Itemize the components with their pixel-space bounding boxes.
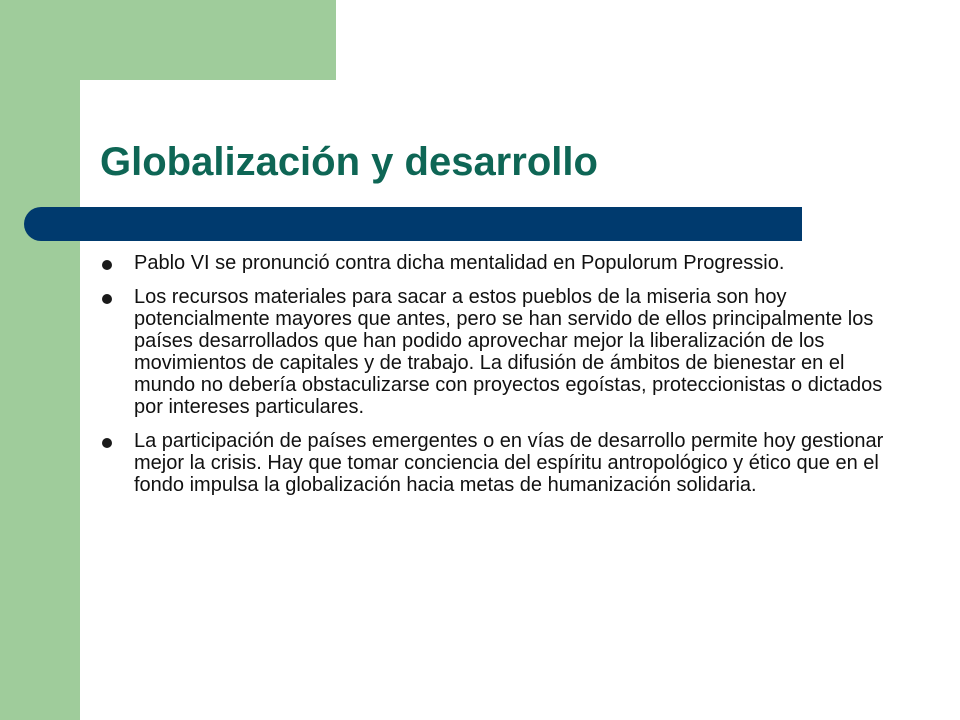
- title-underline-bar: [24, 207, 802, 241]
- bullet-text: La participación de países emergentes o en vías de desarrollo permite hoy gestionar mejor la crisis. Hay que tomar conciencia del espíritu antropológico y ético que en el fondo impulsa la globalización hacia metas de humanización solidaria.: [134, 430, 884, 496]
- bullet-dot-icon: [102, 260, 112, 270]
- bullet-text: Pablo VI se pronunció contra dicha mentalidad en Populorum Progressio.: [134, 252, 785, 274]
- bullet-item: [100, 252, 890, 274]
- slide-title: Globalización y desarrollo: [100, 140, 598, 184]
- bullet-dot-icon: [102, 294, 112, 304]
- left-green-bar: [0, 0, 80, 720]
- bullet-item: [100, 286, 890, 418]
- bullet-text: Los recursos materiales para sacar a estos pueblos de la miseria son hoy potencialmente mayores que antes, pero se han servido de ellos principalmente los países desarrollados que han podido aprovechar mejor la liberalización de los movimientos de capitales y de trabajo. La difusión de ámbitos de bienestar en el mundo no debería obstaculizarse con proyectos egoístas, proteccionistas o dictados por intereses particulares.: [134, 286, 883, 418]
- bullet-item: [100, 430, 890, 496]
- top-green-block: [80, 0, 336, 80]
- bullet-dot-icon: [102, 438, 112, 448]
- bullet-list: [100, 252, 890, 508]
